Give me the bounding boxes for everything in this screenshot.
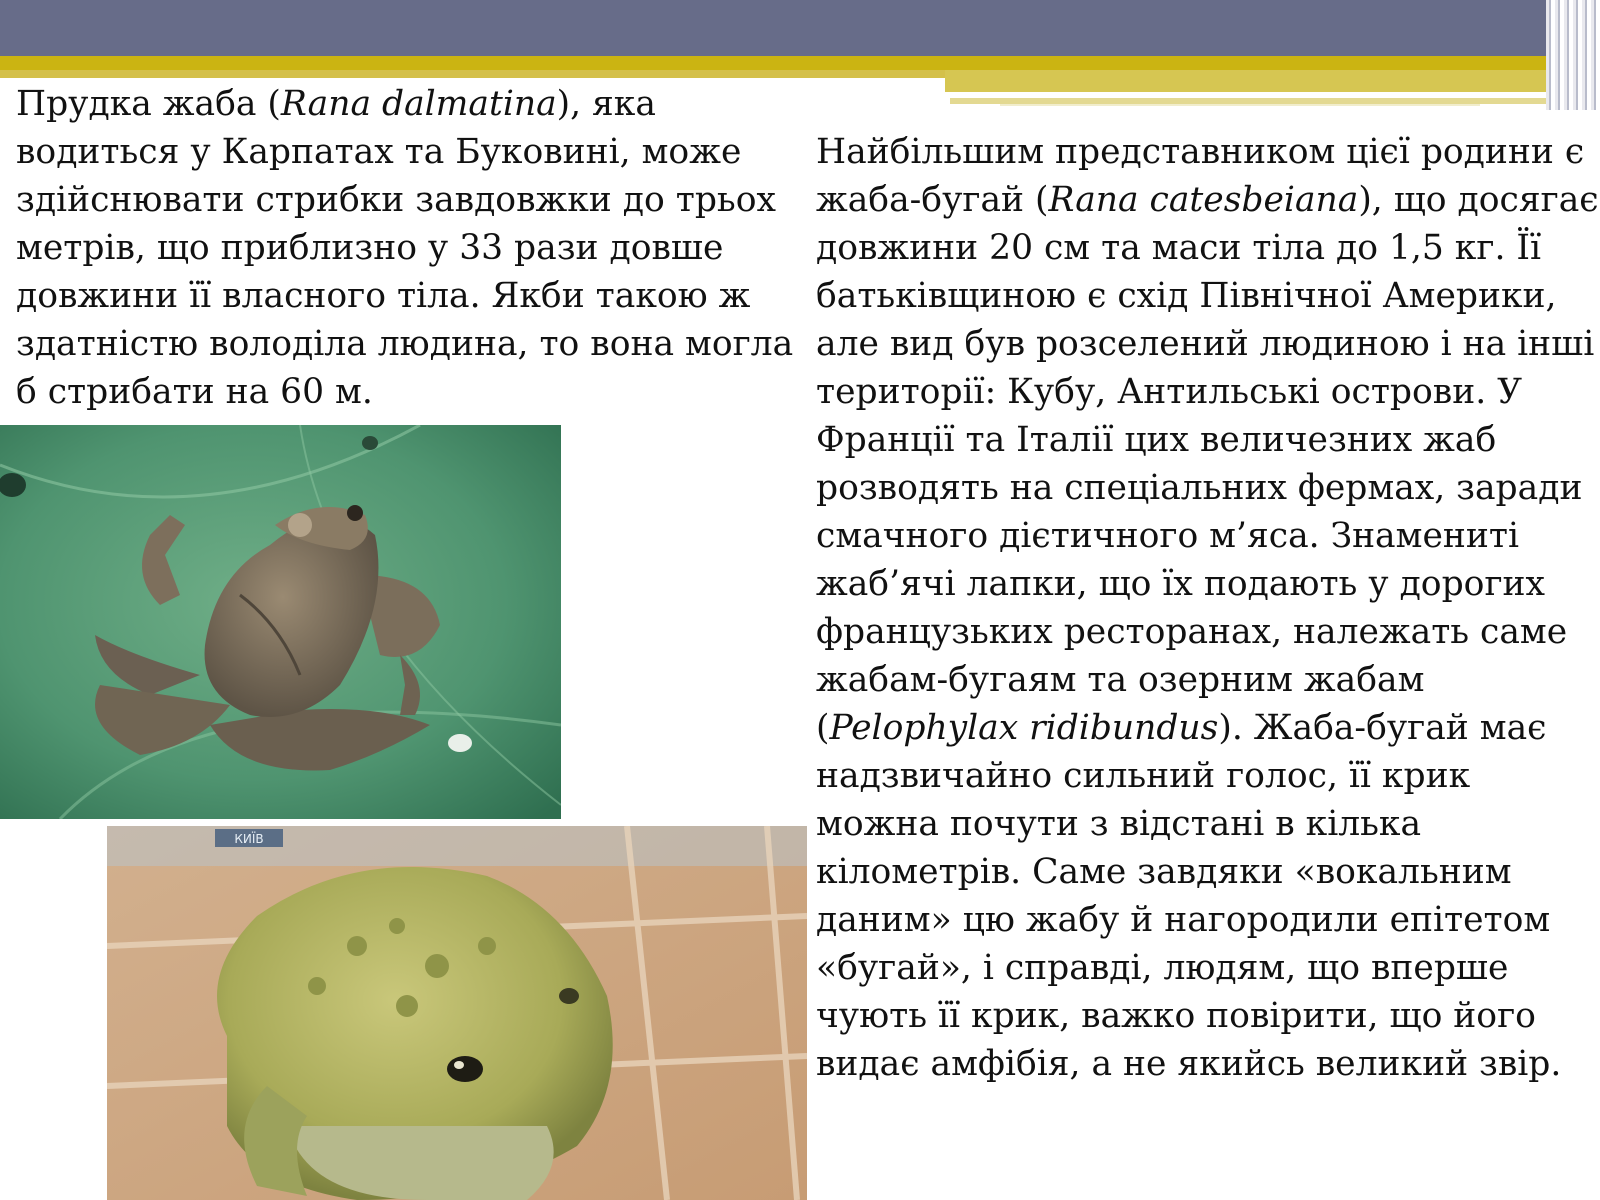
left-text-part2: ), яка водиться у Карпатах та Буковині, може здійснювати стрибки завдовжки до трьох метрів, що приблизно у 33 рази довше довжини її власного тіла. Якби такою ж здатністю володіла людина, то вона могла б стрибати на 60 м. [16,84,794,412]
latin-name-rana-catesbeiana: Rana catesbeiana [1048,180,1359,220]
latin-name-pelophylax: Pelophylax ridibundus [829,708,1219,748]
left-paragraph [16,80,806,416]
right-text-part1: Найбільшим представником цієї родини є жаба-бугай ( [816,132,1585,220]
gold-band-lower [0,70,950,78]
right-paragraph [816,128,1600,1088]
photo-bullfrog [107,826,807,1200]
latin-name-rana-dalmatina: Rana dalmatina [280,84,557,124]
right-text-part2: ), що досягає довжини 20 см та маси тіла до 1,5 кг. Її батьківщиною є схід Північної Америки, але вид був розселений людиною і на інші території: Кубу, Антильські острови. У Франції та Італії цих величезних жаб розводять на спеціальних фермах, заради смачного дієтичного м’яса. Знамениті жаб’ячі лапки, що їх подають у дорогих французьких ресторанах, належать саме жабам-бугаям та озерним жабам ( [816,180,1599,748]
left-text-part1: Прудка жаба ( [16,84,281,124]
photo-overlay-label: КИЇВ [234,832,264,846]
gold-line-thin [1000,104,1480,106]
edge-stripes-decoration [1546,0,1600,110]
photo-agile-frog [0,425,561,819]
header-band [0,0,1600,56]
right-text-part3: ). Жаба-бугай має надзвичайно сильний голос, її крик можна почути з відстані в кілька кілометрів. Саме завдяки «вокальним даним» цю жабу й нагородили епітетом «бугай», і справді, людям, що вперше чують її крик, важко повірити, що його видає амфібія, а не якийсь великий звір. [816,708,1562,1084]
gold-band [0,56,1600,70]
gold-band-step [945,70,1600,92]
